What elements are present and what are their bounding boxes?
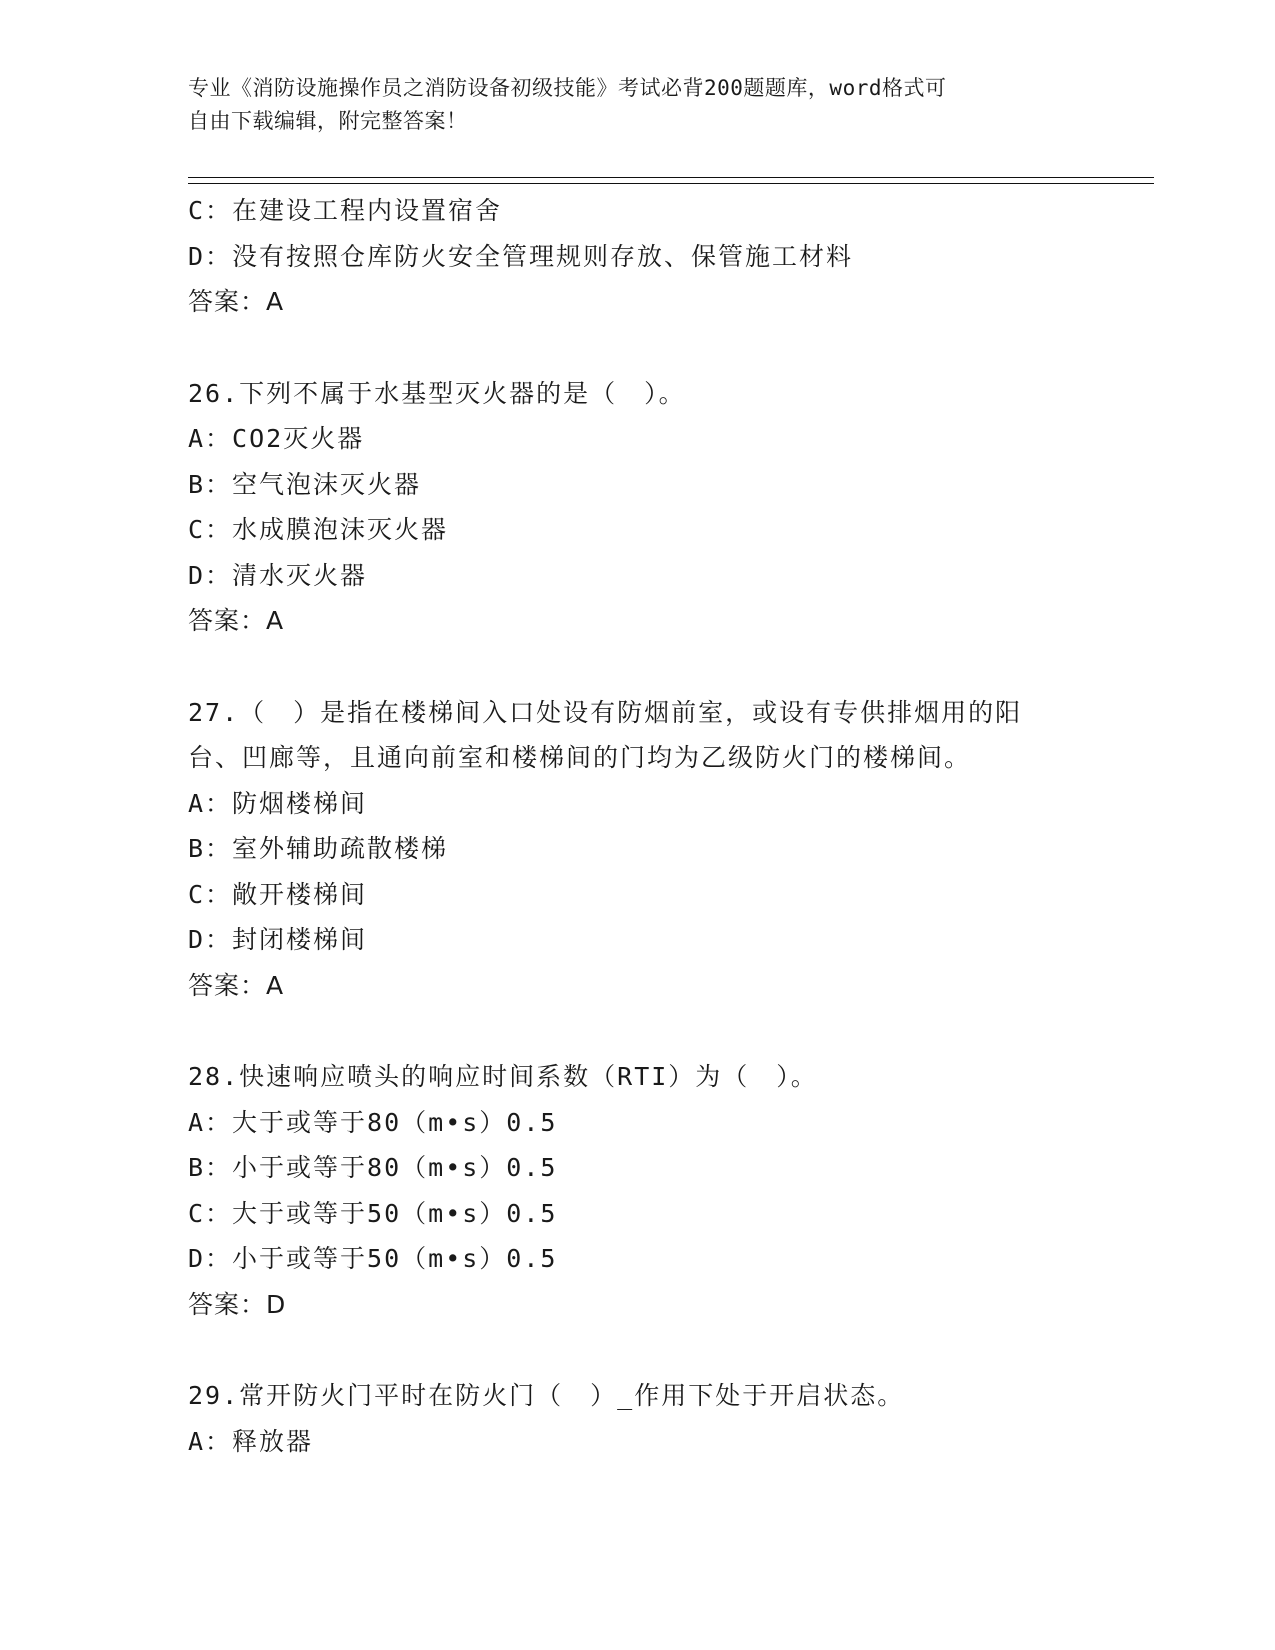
question-28 bbox=[188, 1054, 1088, 1327]
answer-line: 答案：A bbox=[188, 287, 285, 316]
option-d: D：小于或等于50（m•s）0.5 bbox=[188, 1244, 558, 1273]
answer-line: 答案：D bbox=[188, 1289, 287, 1319]
question-27 bbox=[188, 690, 1088, 1009]
question-29 bbox=[188, 1373, 1088, 1464]
option-a: A：释放器 bbox=[188, 1426, 314, 1456]
question-stem-line-1: 27.（ ）是指在楼梯间入口处设有防烟前室，或设有专供排烟用的阳 bbox=[188, 697, 1023, 727]
option-b: B：空气泡沫灭火器 bbox=[188, 469, 422, 499]
header-line-1: 专业《消防设施操作员之消防设备初级技能》考试必背200题题库，word格式可 bbox=[188, 76, 947, 100]
option-d: D：没有按照仓库防火安全管理规则存放、保管施工材料 bbox=[188, 241, 854, 271]
option-d: D：清水灭火器 bbox=[188, 560, 368, 590]
answer-line: 答案：A bbox=[188, 606, 285, 635]
option-c: C：敞开楼梯间 bbox=[188, 879, 368, 909]
option-c: C：大于或等于50（m•s）0.5 bbox=[188, 1198, 558, 1228]
question-25-continued bbox=[188, 188, 1088, 325]
option-c: C：水成膜泡沫灭火器 bbox=[188, 515, 449, 544]
document-header bbox=[188, 72, 1068, 138]
header-divider-bottom bbox=[188, 183, 1154, 184]
question-stem: 29.常开防火门平时在防火门（ ）_作用下处于开启状态。 bbox=[188, 1381, 905, 1410]
option-c: C：在建设工程内设置宿舍 bbox=[188, 196, 503, 225]
option-b: B：小于或等于80（m•s）0.5 bbox=[188, 1153, 558, 1182]
header-divider-top bbox=[188, 177, 1154, 178]
header-line-2: 自由下载编辑，附完整答案！ bbox=[188, 109, 468, 133]
option-a: A：CO2灭火器 bbox=[188, 424, 365, 453]
answer-line: 答案：A bbox=[188, 970, 285, 1000]
option-a: A：防烟楼梯间 bbox=[188, 788, 368, 818]
question-stem: 26.下列不属于水基型灭火器的是（ ）。 bbox=[188, 378, 686, 408]
question-stem-line-2: 台、凹廊等，且通向前室和楼梯间的门均为乙级防火门的楼梯间。 bbox=[188, 743, 972, 772]
option-b: B：室外辅助疏散楼梯 bbox=[188, 834, 449, 863]
question-stem: 28.快速响应喷头的响应时间系数（RTI）为（ ）。 bbox=[188, 1062, 818, 1091]
question-26 bbox=[188, 371, 1088, 644]
option-a: A：大于或等于80（m•s）0.5 bbox=[188, 1107, 558, 1137]
question-list bbox=[188, 188, 1088, 1464]
option-d: D：封闭楼梯间 bbox=[188, 925, 368, 954]
